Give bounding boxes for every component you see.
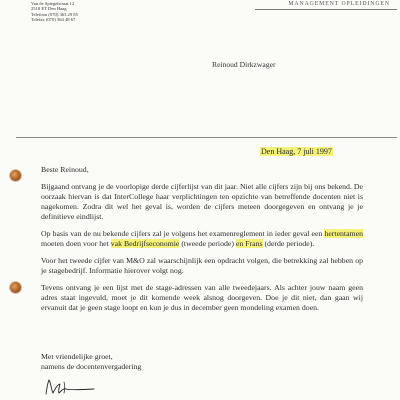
- letterhead-rule: [255, 9, 397, 10]
- highlight-bedrijfseconomie: vak Bedrijfseconomie: [110, 239, 180, 248]
- salutation: Beste Reinoud,: [41, 165, 89, 174]
- paragraph-hertentamen: [41, 229, 363, 249]
- highlight-frans: en Frans: [235, 239, 263, 248]
- letter-date: [260, 147, 333, 156]
- closing-greeting: Met vriendelijke groet,: [41, 352, 113, 361]
- closing: [41, 352, 141, 372]
- sender-address: [31, 1, 78, 23]
- sender-phone: Telefoon (070) 363 29 85: [31, 11, 78, 17]
- paragraph-stage-adressen: Tevens ontvang je een lijst met de stage-adressen van alle tweedejaars. Als achter jouw naam geen adres staat ingevuld, moet je dit komende week alsnog doorgeven. Doe je dit niet, dan gaan wij ervanuit dat je geen stage loopt en kun je dus in december geen mondeling examen doen.: [41, 283, 363, 312]
- highlight-hertentamen: hertentamen: [324, 229, 363, 238]
- closing-on-behalf: namens de docentenvergadering: [41, 362, 142, 371]
- p2-text-4: (derde periode).: [262, 239, 315, 248]
- p2-text-2: moeten doen voor het: [41, 239, 111, 248]
- p2-text-1: Op basis van de nu bekende cijfers zal je volgens het examenreglement in ieder geval een: [41, 229, 325, 238]
- paragraph-cijferlijst: Bijgaand ontvang je de voorlopige derde cijferlijst van dit jaar. Niet alle cijfers zijn bij ons bekend. De oorzaak hiervan is dat InterCollege haar verplichtingen ten opzichte van betreffende docenten niet is nagekomen. Zodra dit wel het geval is, worden de cijfers meteen doorgegeven en ontvang je je definitieve eindlijst.: [41, 182, 363, 221]
- p2-text-3: (tweede periode): [179, 239, 236, 248]
- letter-body: [41, 165, 363, 320]
- letterhead-brand: MANAGEMENT OPLEIDINGEN: [288, 1, 390, 7]
- recipient-rule: [16, 137, 397, 138]
- recipient-name: Reinoud Dirkzwager: [212, 60, 276, 69]
- sender-city: 2518 ET Den Haag: [31, 6, 67, 12]
- date-highlight: Den Haag, 7 juli 1997: [261, 147, 332, 156]
- sender-fax: Telefax (070) 364 48 67: [31, 17, 76, 23]
- sender-street: Van de Spiegelstraat 12: [31, 1, 75, 6]
- punch-hole-bottom: [9, 281, 22, 294]
- paragraph-m-en-o: Voor het tweede cijfer van M&O zal waarschijnlijk een opdracht volgen, die betrekking zal hebben op je stagebedrijf. Informatie hierover volgt nog.: [41, 256, 363, 275]
- handwritten-signature: [44, 377, 99, 397]
- punch-hole-top: [9, 169, 22, 182]
